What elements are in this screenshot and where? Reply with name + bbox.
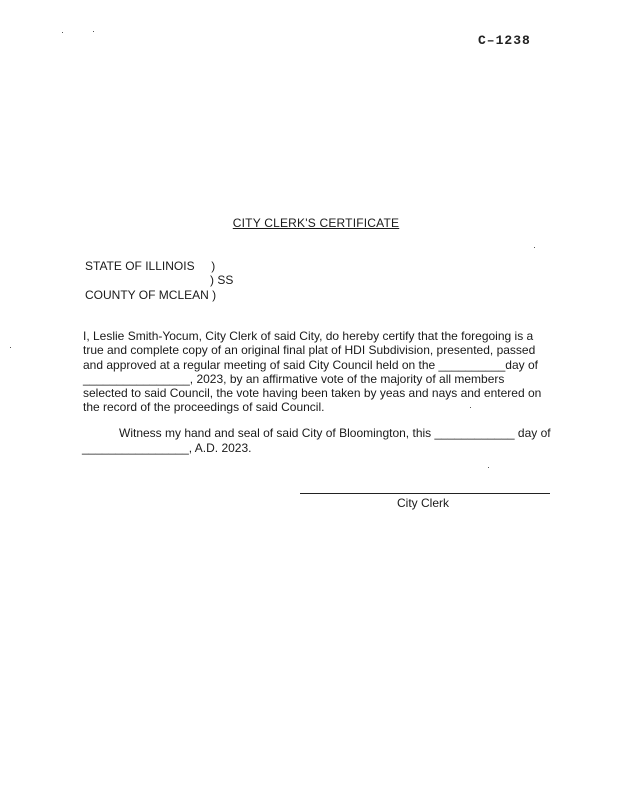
signature-line: [300, 493, 550, 494]
signature-label: City Clerk: [397, 496, 450, 510]
certificate-title: CITY CLERK'S CERTIFICATE: [232, 216, 400, 230]
certification-line: true and complete copy of an original final plat of HDI Subdivision, presented, passed: [83, 343, 536, 358]
certification-line: the record of the proceedings of said Council.: [83, 400, 325, 415]
venue-state: STATE OF ILLINOIS ): [85, 259, 216, 273]
scan-speck: [488, 467, 489, 468]
scan-speck: [93, 31, 94, 32]
scan-speck: [470, 407, 471, 408]
venue-ss: ) SS: [210, 273, 234, 287]
venue-county: COUNTY OF MCLEAN ): [85, 288, 217, 302]
certification-line: and approved at a regular meeting of said City Council held on the __________day of: [83, 357, 538, 372]
certification-line: selected to said Council, the vote having been taken by yeas and nays and entered on: [83, 386, 542, 401]
certification-line: ________________, 2023, by an affirmative vote of the majority of all members: [83, 371, 505, 386]
certification-paragraph: [83, 329, 545, 415]
scan-speck: [62, 32, 63, 33]
certification-line: I, Leslie Smith-Yocum, City Clerk of said City, do hereby certify that the foregoing is a: [83, 329, 534, 343]
witness-line: Witness my hand and seal of said City of Bloomington, this ____________ day of: [119, 426, 551, 440]
witness-paragraph: [82, 426, 551, 456]
witness-line: ________________, A.D. 2023.: [82, 441, 252, 455]
scan-speck: [534, 247, 535, 248]
document-number: C–1238: [478, 33, 531, 48]
scan-speck: [10, 347, 11, 348]
